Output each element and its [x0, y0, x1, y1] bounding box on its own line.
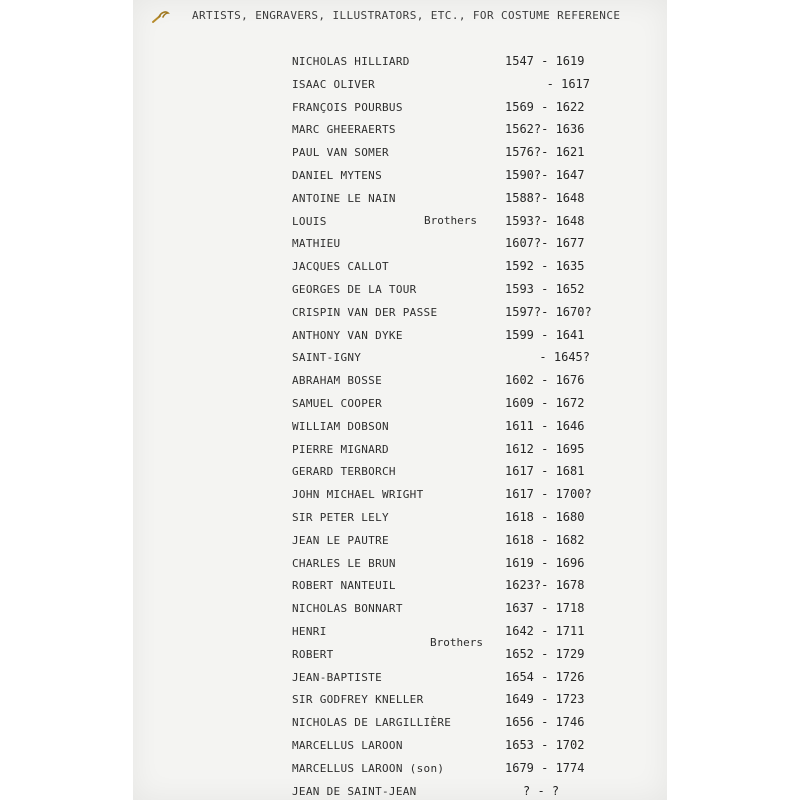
artist-dates: 1547 - 1619 [505, 54, 585, 68]
artist-dates: 1619 - 1696 [505, 556, 585, 570]
artist-dates: 1652 - 1729 [505, 647, 585, 661]
artist-name: HENRI [292, 625, 327, 638]
artist-name: MARCELLUS LAROON (son) [292, 762, 445, 775]
artist-dates: - 1617 [546, 77, 590, 91]
artist-dates: 1562?- 1636 [505, 122, 585, 136]
artist-name: JEAN-BAPTISTE [292, 671, 382, 684]
artist-name: NICHOLAS BONNART [292, 602, 403, 615]
artist-dates: 1597?- 1670? [505, 305, 592, 319]
artist-name: PIERRE MIGNARD [292, 443, 389, 456]
artist-dates: 1607?- 1677 [505, 236, 585, 250]
page-title: ARTISTS, ENGRAVERS, ILLUSTRATORS, ETC., FOR COSTUME REFERENCE [192, 9, 621, 22]
artist-dates: 1599 - 1641 [505, 328, 585, 342]
artist-name: ISAAC OLIVER [292, 78, 376, 91]
artist-name: NICHOLAS HILLIARD [292, 55, 410, 68]
artist-dates: 1609 - 1672 [505, 396, 585, 410]
artist-name: JEAN LE PAUTRE [292, 534, 389, 547]
artist-name: ANTOINE LE NAIN [292, 192, 396, 205]
artist-dates: ? - ? [523, 784, 560, 798]
artist-name: GEORGES DE LA TOUR [292, 283, 417, 296]
artist-dates: 1569 - 1622 [505, 100, 585, 114]
artist-name: SAINT-IGNY [292, 351, 362, 364]
artist-dates: 1593 - 1652 [505, 282, 585, 296]
artist-name: PAUL VAN SOMER [292, 146, 389, 159]
artist-dates: 1656 - 1746 [505, 715, 585, 729]
artist-name: JACQUES CALLOT [292, 260, 389, 273]
artist-dates: 1617 - 1681 [505, 464, 585, 478]
brothers-label: Brothers [424, 214, 477, 227]
artist-name: CRISPIN VAN DER PASSE [292, 306, 438, 319]
artist-dates: 1637 - 1718 [505, 601, 585, 615]
artist-dates: 1612 - 1695 [505, 442, 585, 456]
artist-name: CHARLES LE BRUN [292, 557, 396, 570]
brothers-label: Brothers [430, 636, 483, 649]
artist-name: WILLIAM DOBSON [292, 420, 389, 433]
artist-dates: 1679 - 1774 [505, 761, 585, 775]
artist-dates: 1617 - 1700? [505, 487, 592, 501]
artist-name: MARCELLUS LAROON [292, 739, 403, 752]
artist-dates: 1588?- 1648 [505, 191, 585, 205]
artist-dates: 1653 - 1702 [505, 738, 585, 752]
artist-dates: 1642 - 1711 [505, 624, 585, 638]
artist-dates: 1623?- 1678 [505, 578, 585, 592]
artist-name: SIR PETER LELY [292, 511, 389, 524]
artist-name: MARC GHEERAERTS [292, 123, 396, 136]
artist-name: ROBERT NANTEUIL [292, 579, 396, 592]
artist-name: NICHOLAS DE LARGILLIÈRE [292, 716, 452, 729]
artist-dates: 1593?- 1648 [505, 214, 585, 228]
artist-name: DANIEL MYTENS [292, 169, 382, 182]
artist-dates: - 1645? [539, 350, 590, 364]
artist-dates: 1576?- 1621 [505, 145, 585, 159]
artist-name: LOUIS [292, 215, 327, 228]
artist-name: GERARD TERBORCH [292, 465, 396, 478]
artist-name: SAMUEL COOPER [292, 397, 382, 410]
artist-dates: 1602 - 1676 [505, 373, 585, 387]
pin-icon [151, 10, 171, 24]
artist-dates: 1592 - 1635 [505, 259, 585, 273]
artist-dates: 1590?- 1647 [505, 168, 585, 182]
artist-name: ANTHONY VAN DYKE [292, 329, 403, 342]
artist-name: ROBERT [292, 648, 334, 661]
artist-dates: 1611 - 1646 [505, 419, 585, 433]
artist-dates: 1654 - 1726 [505, 670, 585, 684]
artist-name: ABRAHAM BOSSE [292, 374, 382, 387]
artist-name: FRANÇOIS POURBUS [292, 101, 403, 114]
artist-name: JEAN DE SAINT-JEAN [292, 785, 417, 798]
artist-name: JOHN MICHAEL WRIGHT [292, 488, 424, 501]
artist-dates: 1649 - 1723 [505, 692, 585, 706]
artist-name: SIR GODFREY KNELLER [292, 693, 424, 706]
artist-name: MATHIEU [292, 237, 341, 250]
artist-dates: 1618 - 1680 [505, 510, 585, 524]
artist-dates: 1618 - 1682 [505, 533, 585, 547]
